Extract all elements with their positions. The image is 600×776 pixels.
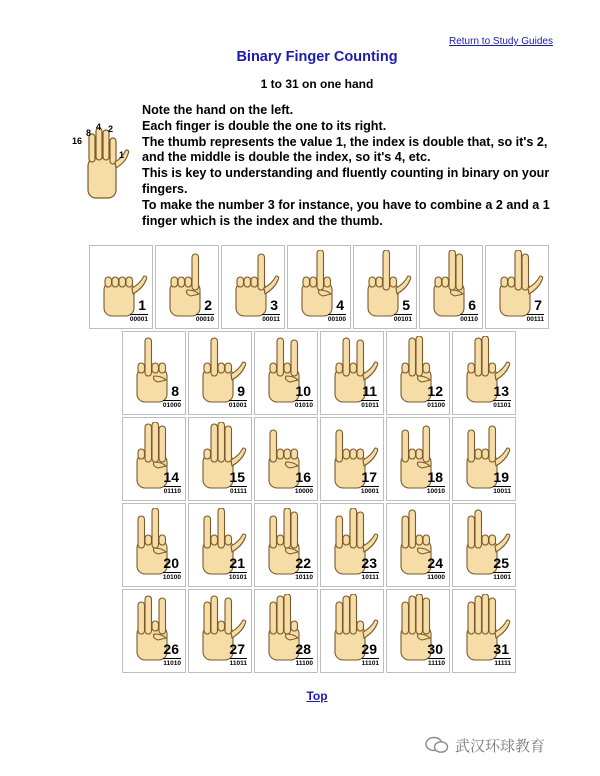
hand-label-2: 2 bbox=[108, 124, 114, 134]
finger-count-cell bbox=[353, 245, 417, 329]
finger-count-cell bbox=[254, 589, 318, 673]
page-title: Binary Finger Counting bbox=[236, 49, 398, 65]
decimal-value: 6 bbox=[468, 297, 476, 313]
finger-count-cell bbox=[122, 417, 186, 501]
binary-value: 01101 bbox=[493, 402, 511, 409]
intro-line: Each finger is double the one to its right. bbox=[142, 118, 387, 133]
finger-count-cell bbox=[122, 331, 186, 415]
decimal-value: 22 bbox=[295, 555, 311, 571]
binary-value: 01000 bbox=[162, 402, 181, 409]
binary-value: 11011 bbox=[229, 660, 247, 667]
decimal-value: 18 bbox=[427, 469, 443, 485]
finger-count-cell bbox=[386, 589, 450, 673]
decimal-value: 7 bbox=[534, 297, 542, 313]
binary-value: 00100 bbox=[327, 316, 346, 323]
binary-value: 01001 bbox=[228, 402, 247, 409]
binary-value: 00101 bbox=[393, 316, 412, 323]
top-link[interactable]: Top bbox=[306, 689, 328, 703]
decimal-value: 8 bbox=[171, 383, 179, 399]
finger-count-cell bbox=[254, 417, 318, 501]
decimal-value: 28 bbox=[295, 641, 311, 657]
finger-count-cell bbox=[386, 331, 450, 415]
decimal-value: 3 bbox=[270, 297, 278, 313]
finger-count-cell bbox=[155, 245, 219, 329]
binary-value: 01111 bbox=[230, 488, 247, 495]
hand-label-16: 16 bbox=[72, 136, 83, 146]
binary-value: 10010 bbox=[426, 488, 445, 495]
decimal-value: 9 bbox=[237, 383, 245, 399]
finger-count-cell bbox=[122, 503, 186, 587]
decimal-value: 19 bbox=[493, 469, 509, 485]
decimal-value: 1 bbox=[138, 297, 146, 313]
finger-count-cell bbox=[221, 245, 285, 329]
watermark-text: 武汉环球教育 bbox=[455, 738, 546, 755]
decimal-value: 17 bbox=[361, 469, 377, 485]
binary-value: 00110 bbox=[460, 316, 478, 323]
finger-count-cell bbox=[188, 589, 252, 673]
finger-count-cell bbox=[485, 245, 549, 329]
intro-paragraph bbox=[142, 103, 572, 229]
decimal-value: 5 bbox=[402, 297, 410, 313]
finger-count-cell bbox=[320, 589, 384, 673]
intro-line: To make the number 3 for instance, you have to combine a 2 and a 1 finger which is the index and the thumb. bbox=[142, 197, 550, 228]
finger-count-cell bbox=[419, 245, 483, 329]
binary-value: 00001 bbox=[129, 316, 148, 323]
finger-row bbox=[122, 417, 516, 501]
hand-label-4: 4 bbox=[96, 122, 102, 132]
binary-value: 01110 bbox=[163, 488, 181, 495]
finger-count-cell bbox=[254, 331, 318, 415]
binary-value: 11111 bbox=[494, 660, 511, 667]
finger-count-cell bbox=[452, 589, 516, 673]
finger-count-cell bbox=[320, 417, 384, 501]
hand-label-8: 8 bbox=[86, 128, 92, 138]
finger-count-cell bbox=[452, 503, 516, 587]
decimal-value: 2 bbox=[204, 297, 212, 313]
finger-count-cell bbox=[386, 503, 450, 587]
finger-count-cell bbox=[254, 503, 318, 587]
decimal-value: 12 bbox=[427, 383, 443, 399]
decimal-value: 26 bbox=[163, 641, 179, 657]
decimal-value: 14 bbox=[163, 469, 179, 485]
decimal-value: 24 bbox=[427, 555, 443, 571]
finger-row bbox=[122, 331, 516, 415]
binary-value: 00010 bbox=[195, 316, 214, 323]
decimal-value: 21 bbox=[229, 555, 245, 571]
binary-value: 00111 bbox=[526, 316, 544, 323]
return-to-study-guides-link[interactable]: Return to Study Guides bbox=[449, 36, 553, 47]
finger-count-cell bbox=[287, 245, 351, 329]
decimal-value: 16 bbox=[295, 469, 311, 485]
binary-value: 01100 bbox=[427, 402, 445, 409]
decimal-value: 11 bbox=[362, 383, 377, 399]
finger-row bbox=[89, 245, 549, 329]
binary-value: 01010 bbox=[294, 402, 313, 409]
decimal-value: 13 bbox=[493, 383, 509, 399]
binary-value: 00011 bbox=[262, 316, 280, 323]
binary-value: 01011 bbox=[361, 402, 379, 409]
binary-value: 11000 bbox=[427, 574, 445, 581]
finger-row bbox=[122, 589, 516, 673]
binary-value: 10000 bbox=[294, 488, 313, 495]
binary-value: 11110 bbox=[428, 660, 445, 667]
finger-count-cell bbox=[122, 589, 186, 673]
wechat-icon bbox=[425, 736, 449, 754]
decimal-value: 29 bbox=[361, 641, 377, 657]
intro-line: Note the hand on the left. bbox=[142, 103, 294, 117]
finger-count-cell bbox=[452, 331, 516, 415]
page-subtitle: 1 to 31 on one hand bbox=[260, 77, 374, 91]
intro-line: The thumb represents the value 1, the index is double that, so it's 2, and the middle is double the index, so it's 4, etc. bbox=[142, 134, 548, 165]
decimal-value: 27 bbox=[229, 641, 245, 657]
decimal-value: 25 bbox=[493, 555, 509, 571]
binary-value: 11101 bbox=[361, 660, 379, 667]
decimal-value: 15 bbox=[229, 469, 245, 485]
binary-value: 10001 bbox=[360, 488, 379, 495]
binary-value: 11100 bbox=[295, 660, 313, 667]
binary-value: 10011 bbox=[493, 488, 511, 495]
finger-count-cell bbox=[452, 417, 516, 501]
decimal-value: 23 bbox=[361, 555, 377, 571]
binary-value: 10100 bbox=[162, 574, 181, 581]
binary-value: 10111 bbox=[361, 574, 379, 581]
finger-count-cell bbox=[320, 503, 384, 587]
decimal-value: 31 bbox=[493, 641, 509, 657]
finger-count-cell bbox=[386, 417, 450, 501]
finger-count-cell bbox=[188, 331, 252, 415]
finger-count-cell bbox=[320, 331, 384, 415]
finger-row bbox=[122, 503, 516, 587]
binary-value: 11010 bbox=[163, 660, 181, 667]
hand-label-1: 1 bbox=[119, 150, 125, 160]
finger-count-cell bbox=[188, 503, 252, 587]
decimal-value: 20 bbox=[163, 555, 179, 571]
binary-value: 10101 bbox=[228, 574, 247, 581]
finger-count-cell bbox=[89, 245, 153, 329]
decimal-value: 4 bbox=[336, 297, 344, 313]
binary-value: 11001 bbox=[493, 574, 511, 581]
decimal-value: 10 bbox=[295, 383, 311, 399]
binary-value: 10110 bbox=[295, 574, 313, 581]
intro-line: This is key to understanding and fluently counting in binary on your fingers. bbox=[142, 166, 550, 196]
decimal-value: 30 bbox=[427, 641, 443, 657]
finger-count-cell bbox=[188, 417, 252, 501]
